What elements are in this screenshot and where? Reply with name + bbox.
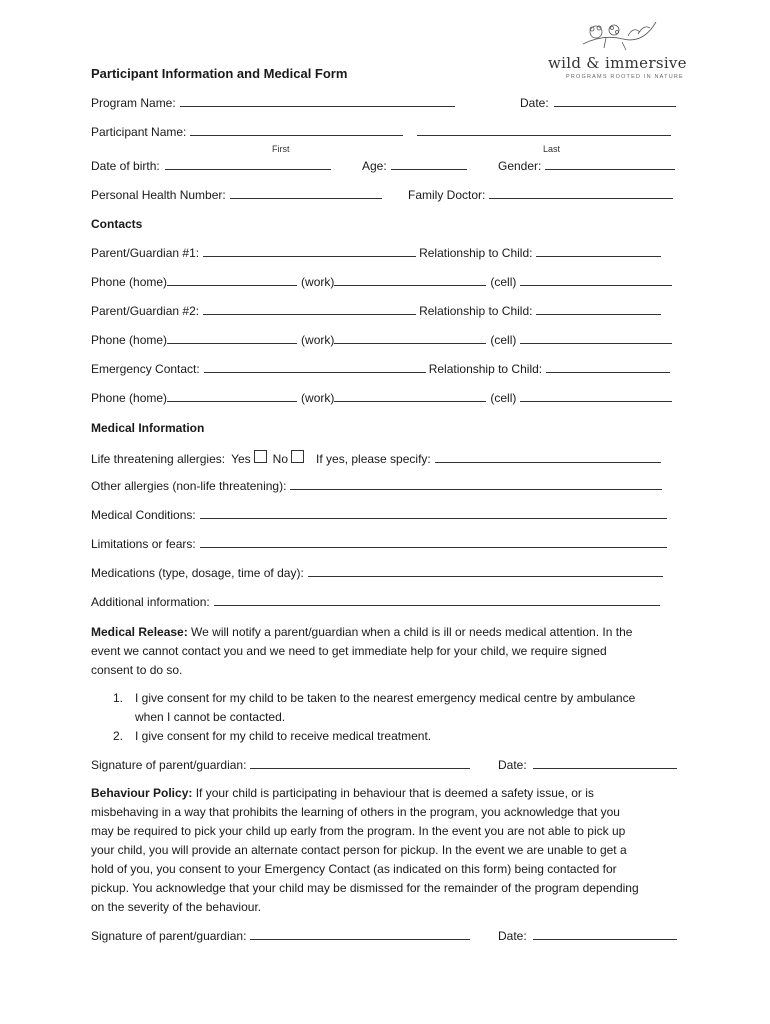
work-label: (work) — [301, 391, 335, 405]
yes-label: Yes — [231, 452, 251, 466]
allergy-specify-field[interactable] — [435, 452, 661, 463]
phone-home-label: Phone (home) — [91, 333, 168, 347]
first-caption: First — [272, 144, 290, 154]
medications-label: Medications (type, dosage, time of day): — [91, 566, 304, 580]
botanical-logo-icon — [578, 14, 658, 54]
behaviour-line: If your child is participating in behaviour that is deemed a safety issue, or is — [192, 786, 594, 800]
behaviour-line: on the severity of the behaviour. — [91, 900, 262, 914]
date-field[interactable] — [554, 96, 676, 107]
logo — [548, 14, 688, 84]
phone-work2-field[interactable] — [334, 333, 486, 344]
relationship3-field[interactable] — [546, 362, 670, 373]
consent-list — [91, 689, 681, 746]
age-field[interactable] — [391, 159, 467, 170]
consent-item-text: I give consent for my child to receive medical treatment. — [135, 729, 432, 743]
gender-label: Gender: — [498, 159, 542, 173]
consent-item-text: when I cannot be contacted. — [135, 710, 286, 724]
behaviour-policy-label: Behaviour Policy: — [91, 786, 193, 800]
date-label: Date: — [520, 96, 549, 110]
guardian1-field[interactable] — [203, 246, 416, 257]
work-label: (work) — [301, 333, 335, 347]
no-label: No — [272, 452, 289, 466]
phone-cell3-field[interactable] — [520, 391, 672, 402]
contacts-heading: Contacts — [91, 217, 143, 231]
gender-field[interactable] — [545, 159, 675, 170]
behaviour-line: your child, you will provide an alternate contact person for pickup. In the event we are unable to get a — [91, 843, 627, 857]
relationship1-label: Relationship to Child: — [419, 246, 533, 260]
program-name-field[interactable] — [180, 96, 455, 107]
conditions-label: Medical Conditions: — [91, 508, 196, 522]
signature2-field[interactable] — [250, 929, 470, 940]
guardian1-label: Parent/Guardian #1: — [91, 246, 200, 260]
relationship2-label: Relationship to Child: — [419, 304, 533, 318]
last-name-field[interactable] — [417, 125, 671, 136]
cell-label: (cell) — [490, 391, 517, 405]
phone-home3-field[interactable] — [167, 391, 297, 402]
medical-release-paragraph — [91, 623, 681, 680]
relationship2-field[interactable] — [536, 304, 661, 315]
limitations-field[interactable] — [200, 537, 667, 548]
guardian2-label: Parent/Guardian #2: — [91, 304, 200, 318]
if-yes-label: If yes, please specify: — [316, 452, 431, 466]
release-line: event we cannot contact you and we need to get immediate help for your child, we require signed — [91, 644, 607, 658]
first-name-field[interactable] — [190, 125, 403, 136]
emergency-contact-label: Emergency Contact: — [91, 362, 200, 376]
other-allergies-label: Other allergies (non-life threatening): — [91, 479, 287, 493]
behaviour-line: misbehaving in a way that prohibits the learning of others in the program, you acknowledge that you — [91, 805, 620, 819]
phone-home2-field[interactable] — [167, 333, 297, 344]
medical-release-label: Medical Release: — [91, 625, 188, 639]
phone-work3-field[interactable] — [334, 391, 486, 402]
medications-field[interactable] — [308, 566, 663, 577]
yes-checkbox[interactable] — [254, 450, 267, 463]
emergency-contact-field[interactable] — [204, 362, 426, 373]
logo-tagline: PROGRAMS ROOTED IN NATURE — [566, 74, 684, 80]
behaviour-policy-paragraph — [91, 784, 681, 917]
phone-home1-field[interactable] — [167, 275, 297, 286]
no-checkbox[interactable] — [291, 450, 304, 463]
signature-label: Signature of parent/guardian: — [91, 929, 247, 943]
additional-label: Additional information: — [91, 595, 210, 609]
phn-field[interactable] — [230, 188, 382, 199]
phn-label: Personal Health Number: — [91, 188, 226, 202]
signature1-field[interactable] — [250, 758, 470, 769]
life-threatening-label: Life threatening allergies: — [91, 452, 226, 466]
phone-home-label: Phone (home) — [91, 391, 168, 405]
family-doctor-field[interactable] — [489, 188, 673, 199]
behaviour-line: pickup. You acknowledge that your child may be dismissed for the remainder of the program depending — [91, 881, 639, 895]
cell-label: (cell) — [490, 275, 517, 289]
signature-label: Signature of parent/guardian: — [91, 758, 247, 772]
relationship3-label: Relationship to Child: — [428, 362, 543, 376]
phone-cell2-field[interactable] — [520, 333, 672, 344]
dob-label: Date of birth: — [91, 159, 160, 173]
signature-date-label: Date: — [498, 758, 527, 772]
release-line: We will notify a parent/guardian when a child is ill or needs medical attention. In the — [187, 625, 633, 639]
phone-work1-field[interactable] — [334, 275, 486, 286]
list-item — [91, 689, 681, 727]
medical-heading: Medical Information — [91, 421, 205, 435]
signature2-date-field[interactable] — [533, 929, 677, 940]
program-name-label: Program Name: — [91, 96, 176, 110]
additional-field[interactable] — [214, 595, 660, 606]
page-title: Participant Information and Medical Form — [91, 66, 348, 81]
signature-date-label: Date: — [498, 929, 527, 943]
list-item — [91, 727, 681, 746]
other-allergies-field[interactable] — [290, 479, 662, 490]
phone-cell1-field[interactable] — [520, 275, 672, 286]
relationship1-field[interactable] — [536, 246, 661, 257]
cell-label: (cell) — [490, 333, 517, 347]
consent-item-number: 2. — [113, 729, 124, 743]
family-doctor-label: Family Doctor: — [408, 188, 486, 202]
logo-name: wild & immersive — [548, 54, 687, 72]
consent-item-number: 1. — [113, 691, 124, 705]
age-label: Age: — [362, 159, 387, 173]
phone-home-label: Phone (home) — [91, 275, 168, 289]
limitations-label: Limitations or fears: — [91, 537, 196, 551]
work-label: (work) — [301, 275, 335, 289]
release-line: consent to do so. — [91, 663, 183, 677]
signature1-date-field[interactable] — [533, 758, 677, 769]
participant-name-label: Participant Name: — [91, 125, 187, 139]
conditions-field[interactable] — [200, 508, 667, 519]
behaviour-line: may be required to pick your child up early from the program. In the event you are not able to pick up — [91, 824, 626, 838]
consent-item-text: I give consent for my child to be taken to the nearest emergency medical centre by ambulance — [135, 691, 636, 705]
behaviour-line: hold of you, you consent to your Emergency Contact (as indicated on this form) being contacted for — [91, 862, 617, 876]
guardian2-field[interactable] — [203, 304, 416, 315]
last-caption: Last — [543, 144, 561, 154]
dob-field[interactable] — [165, 159, 331, 170]
